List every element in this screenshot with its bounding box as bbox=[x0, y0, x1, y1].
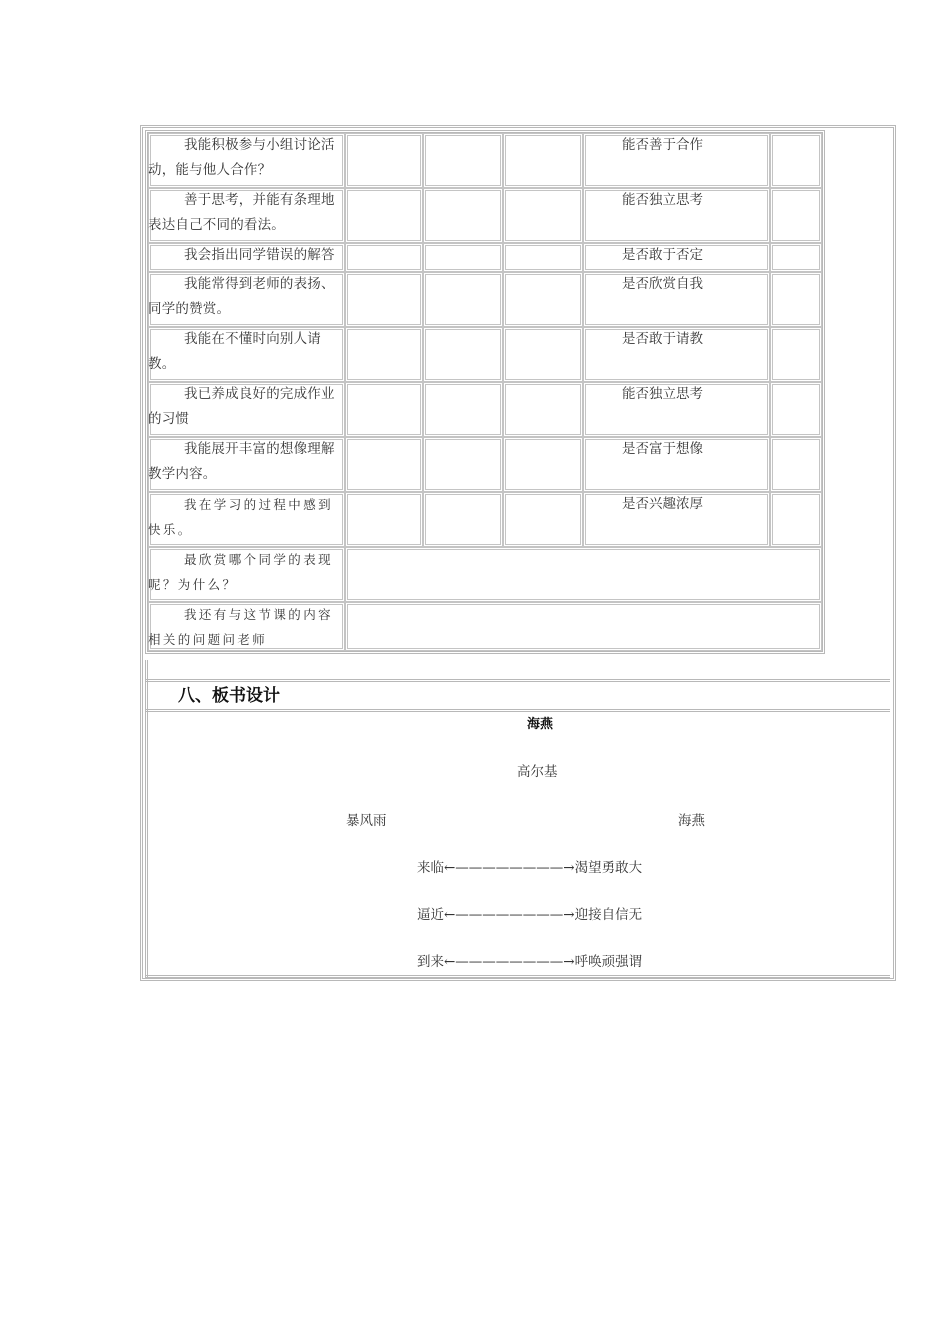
question-text: 我会指出同学错误的解答 bbox=[184, 247, 335, 263]
table-row bbox=[148, 272, 822, 327]
answer-cell bbox=[345, 547, 822, 602]
section-title: 八、板书设计 bbox=[178, 686, 280, 706]
question-text: 我还有与这节课的内容相关的问题问老师 bbox=[148, 607, 334, 647]
divider bbox=[145, 709, 890, 712]
criterion-text: 是否富于想像 bbox=[622, 441, 703, 457]
table-row bbox=[148, 547, 822, 602]
table-row bbox=[148, 437, 822, 492]
table-row bbox=[148, 382, 822, 437]
criterion-text: 能否独立思考 bbox=[622, 192, 703, 208]
criterion-text: 能否善于合作 bbox=[622, 137, 703, 153]
criterion-text: 能否独立思考 bbox=[622, 386, 703, 402]
evaluation-table bbox=[145, 130, 825, 654]
question-text: 我能常得到老师的表扬、同学的赞赏。 bbox=[148, 276, 335, 317]
board-line: 到来←————————→呼唤顽强谓 bbox=[417, 954, 643, 970]
criterion-text: 是否兴趣浓厚 bbox=[622, 496, 703, 512]
board-author: 高尔基 bbox=[517, 764, 558, 780]
criterion-text: 是否欣赏自我 bbox=[622, 276, 703, 292]
board-left-heading: 暴风雨 bbox=[346, 813, 387, 829]
table-row bbox=[148, 602, 822, 651]
question-text: 我能在不懂时向别人请教。 bbox=[148, 331, 321, 372]
board-line: 来临←————————→渴望勇敢大 bbox=[417, 860, 643, 876]
question-text: 我已养成良好的完成作业的习惯 bbox=[148, 386, 335, 427]
divider bbox=[145, 975, 890, 978]
question-text: 我能展开丰富的想像理解教学内容。 bbox=[148, 441, 335, 482]
board-right-heading: 海燕 bbox=[678, 813, 705, 829]
criterion-text: 是否敢于请教 bbox=[622, 331, 703, 347]
table-row bbox=[148, 188, 822, 243]
table-row bbox=[148, 133, 822, 188]
question-text: 我能积极参与小组讨论活动，能与他人合作？ bbox=[148, 137, 335, 178]
answer-cell bbox=[345, 602, 822, 651]
board-line: 逼近←————————→迎接自信无 bbox=[417, 907, 643, 923]
divider bbox=[145, 660, 148, 978]
question-text: 善于思考，并能有条理地表达自己不同的看法。 bbox=[148, 192, 335, 233]
table-row bbox=[148, 492, 822, 547]
table-row bbox=[148, 327, 822, 382]
criterion-text: 是否敢于否定 bbox=[622, 247, 703, 263]
question-text: 我在学习的过程中感到快乐。 bbox=[148, 497, 334, 537]
question-text: 最欣赏哪个同学的表现呢？为什么？ bbox=[148, 552, 334, 592]
table-row bbox=[148, 243, 822, 272]
board-title: 海燕 bbox=[527, 717, 554, 732]
